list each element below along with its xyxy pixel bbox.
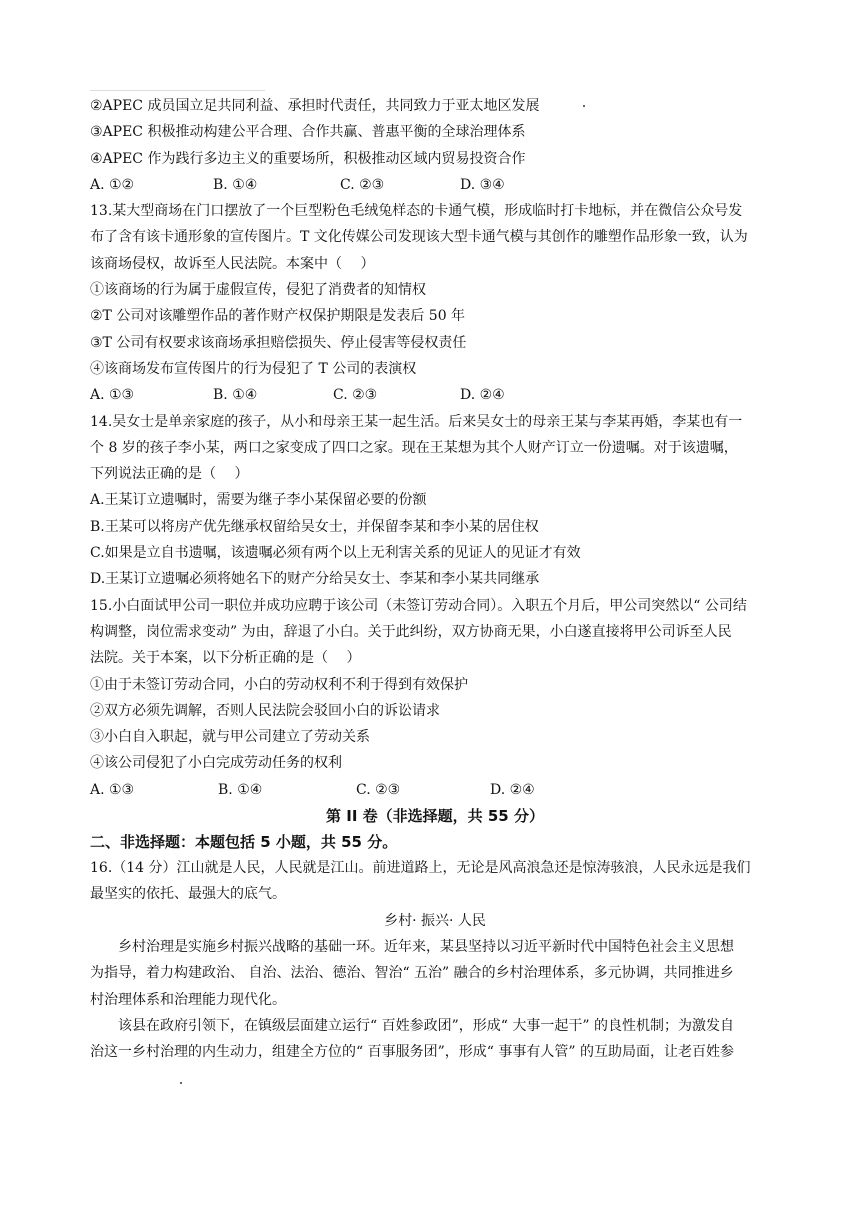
para1-line-2: 为指导，着力构建政治、 自治、法治、德治、智治“ 五治” 融合的乡村治理体系，多元协调，共同推进乡 xyxy=(90,965,734,982)
q16-stem-1: 16.（14 分）江山就是人民，人民就是江山。前进道路上，无论是风高浪急还是惊涛骇浪，人民永远是我们 xyxy=(90,860,751,877)
q13-item-4: ④该商场发布宣传图片的行为侵犯了 T 公司的表演权 xyxy=(90,360,417,377)
q15-stem-1: 15.小白面试甲公司一职位并成功应聘于该公司（未签订劳动合同）。入职五个月后，甲公司突然以“ 公司结 xyxy=(90,597,747,614)
part-two-title: 二、非选择题：本题包括 5 小题，共 55 分。 xyxy=(90,833,398,852)
choice-b: B. ①④ xyxy=(213,176,258,193)
q14-stem-2: 个 8 岁的孩子李小某，两口之家变成了四口之家。现在王某想为其个人财产订立一份遗嘱。对于该遗嘱， xyxy=(90,439,738,456)
q14-choice-b: B.王某可以将房产优先继承权留给吴女士，并保留李某和李小某的居住权 xyxy=(90,518,539,535)
q13-choices xyxy=(90,382,780,408)
choice-d: D. ③④ xyxy=(460,176,505,193)
choice-a: A. ①② xyxy=(90,176,135,193)
q13-item-3: ③T 公司有权要求该商场承担赔偿损失、停止侵害等侵权责任 xyxy=(90,334,467,351)
q15-stem-3: 法院。关于本案，以下分析正确的是（ ） xyxy=(90,650,361,667)
choice-b: B. ①④ xyxy=(213,387,258,404)
q13-item-2: ②T 公司对该雕塑作品的著作财产权保护期限是发表后 50 年 xyxy=(90,308,466,325)
para1-line-3: 村治理体系和治理能力现代化。 xyxy=(90,991,286,1008)
para1-line-1: 乡村治理是实施乡村振兴战略的基础一环。近年来，某县坚持以习近平新时代中国特色社会主义思想 xyxy=(118,938,734,955)
q15-item-1: ①由于未签订劳动合同，小白的劳动权利不利于得到有效保护 xyxy=(90,676,468,693)
q15-item-4: ④该公司侵犯了小白完成劳动任务的权利 xyxy=(90,755,342,772)
choice-a: A. ①③ xyxy=(90,387,135,404)
q13-stem-2: 布了含有该卡通形象的宣传图片。T 文化传媒公司发现该大型卡通气模与其创作的雕塑作品形象一致，认为 xyxy=(90,229,748,246)
q14-choice-d: D.王某订立遗嘱必须将她名下的财产分给吴女士、李某和李小某共同继承 xyxy=(90,571,540,588)
option-line-2: ②APEC 成员国立足共同利益、承担时代责任，共同致力于亚太地区发展 xyxy=(90,98,540,114)
speck-mark xyxy=(180,1082,182,1084)
q14-choice-c: C.如果是立自书遗嘱，该遗嘱必须有两个以上无利害关系的见证人的见证才有效 xyxy=(90,545,581,562)
q13-stem-1: 13.某大型商场在门口摆放了一个巨型粉色毛绒兔样态的卡通气模，形成临时打卡地标，并在微信公众号发 xyxy=(90,203,743,220)
q15-stem-2: 构调整，岗位需求变动” 为由，辞退了小白。关于此纠纷，双方协商无果，小白遂直接将甲公司诉至人民 xyxy=(90,623,732,640)
document-body xyxy=(90,93,780,1065)
choice-c: C. ②③ xyxy=(356,781,401,798)
section-title: 第 II 卷（非选择题，共 55 分） xyxy=(326,807,544,826)
q15-item-2: ②双方必须先调解，否则人民法院会驳回小白的诉讼请求 xyxy=(90,702,440,719)
para2-line-1: 该县在政府引领下，在镇级层面建立运行“ 百姓参政团”，形成“ 大事一起干” 的良性机制；为激发自 xyxy=(118,1017,734,1034)
choice-c: C. ②③ xyxy=(340,176,385,193)
material-subtitle: 乡村· 振兴· 人民 xyxy=(384,912,486,929)
option-line-4: ④APEC 作为践行多边主义的重要场所，积极推动区域内贸易投资合作 xyxy=(90,150,526,167)
q13-item-1: ①该商场的行为属于虚假宣传，侵犯了消费者的知情权 xyxy=(90,282,426,299)
q14-choice-a: A.王某订立遗嘱时，需要为继子李小某保留必要的份额 xyxy=(90,492,427,509)
q14-stem-1: 14.吴女士是单亲家庭的孩子，从小和母亲王某一起生活。后来吴女士的母亲王某与李某再婚，李某也有一 xyxy=(90,413,743,430)
para2-line-2: 治这一乡村治理的内生动力，组建全方位的“ 百事服务团”，形成“ 事事有人管” 的互助局面，让老百姓参 xyxy=(90,1044,734,1061)
option-line-3: ③APEC 积极推动构建公平合理、合作共赢、普惠平衡的全球治理体系 xyxy=(90,124,526,141)
q15-choices xyxy=(90,777,780,803)
q15-item-3: ③小白自入职起，就与甲公司建立了劳动关系 xyxy=(90,729,370,746)
header-rule xyxy=(90,90,265,91)
choice-a: A. ①③ xyxy=(90,781,135,798)
q13-stem-3: 该商场侵权，故诉至人民法院。本案中（ ） xyxy=(90,255,375,272)
choice-b: B. ①④ xyxy=(218,781,263,798)
q12-choices xyxy=(90,172,780,198)
choice-c: C. ②③ xyxy=(333,387,378,404)
q14-stem-3: 下列说法正确的是（ ） xyxy=(90,466,249,483)
choice-d: D. ②④ xyxy=(490,781,535,798)
choice-d: D. ②④ xyxy=(460,387,505,404)
q16-stem-2: 最坚实的依托、最强大的底气。 xyxy=(90,886,286,903)
